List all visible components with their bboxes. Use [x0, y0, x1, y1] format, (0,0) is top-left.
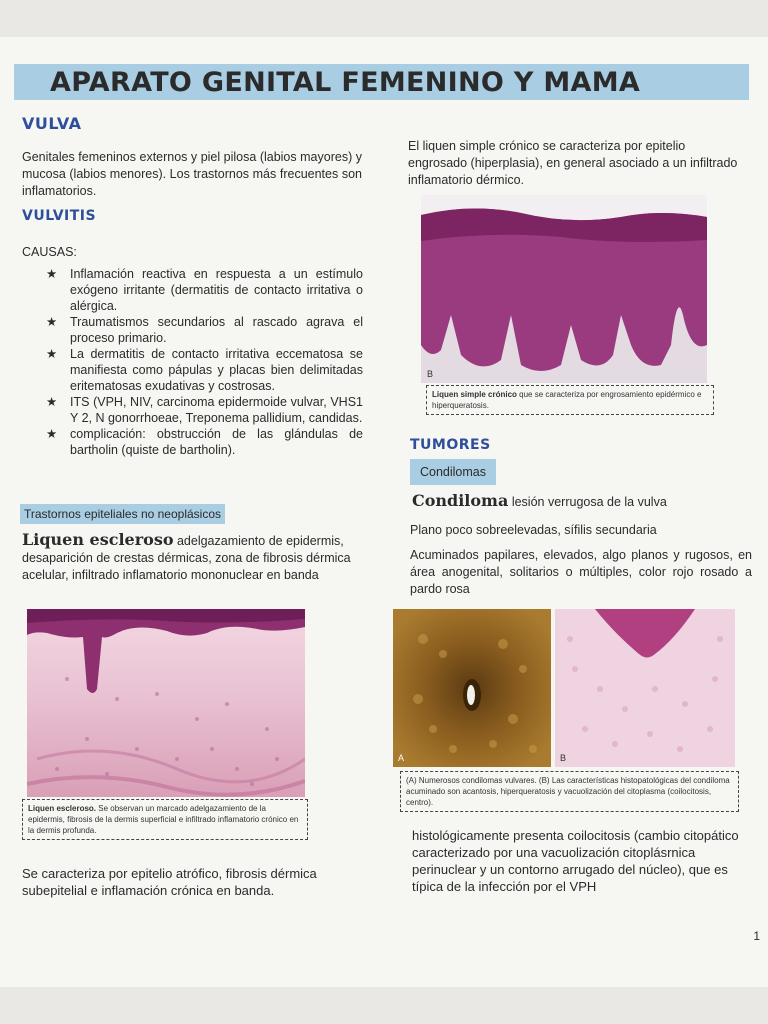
condiloma-plano: Plano poco sobreelevadas, sífilis secundaria: [410, 523, 657, 537]
liquen-simple-text: El liquen simple crónico se caracteriza por epitelio engrosado (hiperplasia), en general asociado a un infiltrado inflamatorio dérmico.: [408, 139, 738, 187]
vulva-heading: VULVA: [22, 114, 82, 133]
tumores-heading: TUMORES: [410, 437, 491, 453]
vulvitis-heading: VULVITIS: [22, 208, 97, 224]
condiloma-photo: [393, 609, 551, 767]
star-icon: ★: [46, 315, 58, 329]
condiloma-histology-text: histológicamente presenta coilocitosis (cambio citopático caracterizado por una vacuolización citoplásrnica perinuclear y un contorno arrugado del núcleo), que es típica de la infección por el VPH: [412, 828, 739, 894]
vulva-intro: Genitales femeninos externos y piel pilosa (labios mayores) y mucosa (labios menores). Los trastornos más frecuentes son inflamatorios.: [22, 150, 362, 198]
condiloma-text: Condiloma lesión verrugosa de la vulva: [412, 491, 667, 510]
image-letter-b: B: [427, 369, 434, 379]
list-item: ★ Inflamación reactiva en respuesta a un estímulo exógeno irritante (dermatitis de contacto irritativa o alérgica.: [46, 267, 363, 313]
page-title: APARATO GENITAL FEMENINO Y MAMA: [50, 67, 641, 98]
condiloma-title: Condiloma: [412, 491, 509, 510]
star-icon: ★: [46, 347, 58, 361]
document-page: [0, 37, 768, 987]
liquen-escleroso-image: [27, 609, 305, 797]
liquen-escleroso-text: Liquen escleroso adelgazamiento de epidermis, desaparición de crestas dérmicas, zona de fibrosis dérmica acelular, infiltrado inflamatorio mononuclear en banda: [22, 530, 351, 582]
list-item: ★ La dermatitis de contacto irritativa eccematosa se manifiesta como pápulas y placas bien delimitadas eritematosas exudativas y costrosas.: [46, 347, 363, 393]
page-number: 1: [753, 929, 760, 943]
image-letter-a: A: [398, 753, 405, 763]
star-icon: ★: [46, 395, 58, 409]
condilomas-label: Condilomas: [410, 459, 496, 485]
condiloma-acuminados: Acuminados papilares, elevados, algo planos y rugosos, en área anogenital, solitarios o múltiples, color rojo rosado a pardo rosa: [410, 548, 752, 596]
star-icon: ★: [46, 427, 58, 441]
condiloma-histology: [555, 609, 735, 767]
causes-list: [46, 266, 363, 458]
list-item: ★ complicación: obstrucción de las glándulas de bartholin (quiste de bartholin).: [46, 427, 363, 457]
list-item: ★ ITS (VPH, NIV, carcinoma epidermoide vulvar, VHS1 Y 2, N gonorrhoeae, Treponema pallidium, candidas.: [46, 395, 363, 425]
liquen-simple-image: [421, 195, 707, 383]
liquen-simple-caption: Liquen simple crónico que se caracteriza por engrosamiento epidérmico e hiperqueratosis.: [426, 385, 714, 415]
image-letter-b2: B: [560, 753, 567, 763]
liquen-escleroso-caption: Liquen escleroso. Se observan un marcado adelgazamiento de la epidermis, fibrosis de la dermis superficial e infiltrado inflamatorio crónico en la dermis profunda.: [22, 799, 308, 840]
star-icon: ★: [46, 267, 58, 281]
liquen-escleroso-title: Liquen escleroso: [22, 530, 174, 549]
condiloma-caption: (A) Numerosos condilomas vulvares. (B) Las características histopatológicas del condiloma acuminado son acantosis, hiperqueratosis y vacuolización del citoplasma (coilocitosis, centro).: [400, 771, 739, 812]
trastornos-label: Trastornos epiteliales no neoplásicos: [20, 504, 225, 524]
causes-label: CAUSAS:: [22, 245, 77, 259]
list-item: ★ Traumatismos secundarios al rascado agrava el proceso primario.: [46, 315, 363, 345]
liquen-bottom-text: Se caracteriza por epitelio atrófico, fibrosis dérmica subepitelial e inflamación crónica en banda.: [22, 866, 317, 898]
